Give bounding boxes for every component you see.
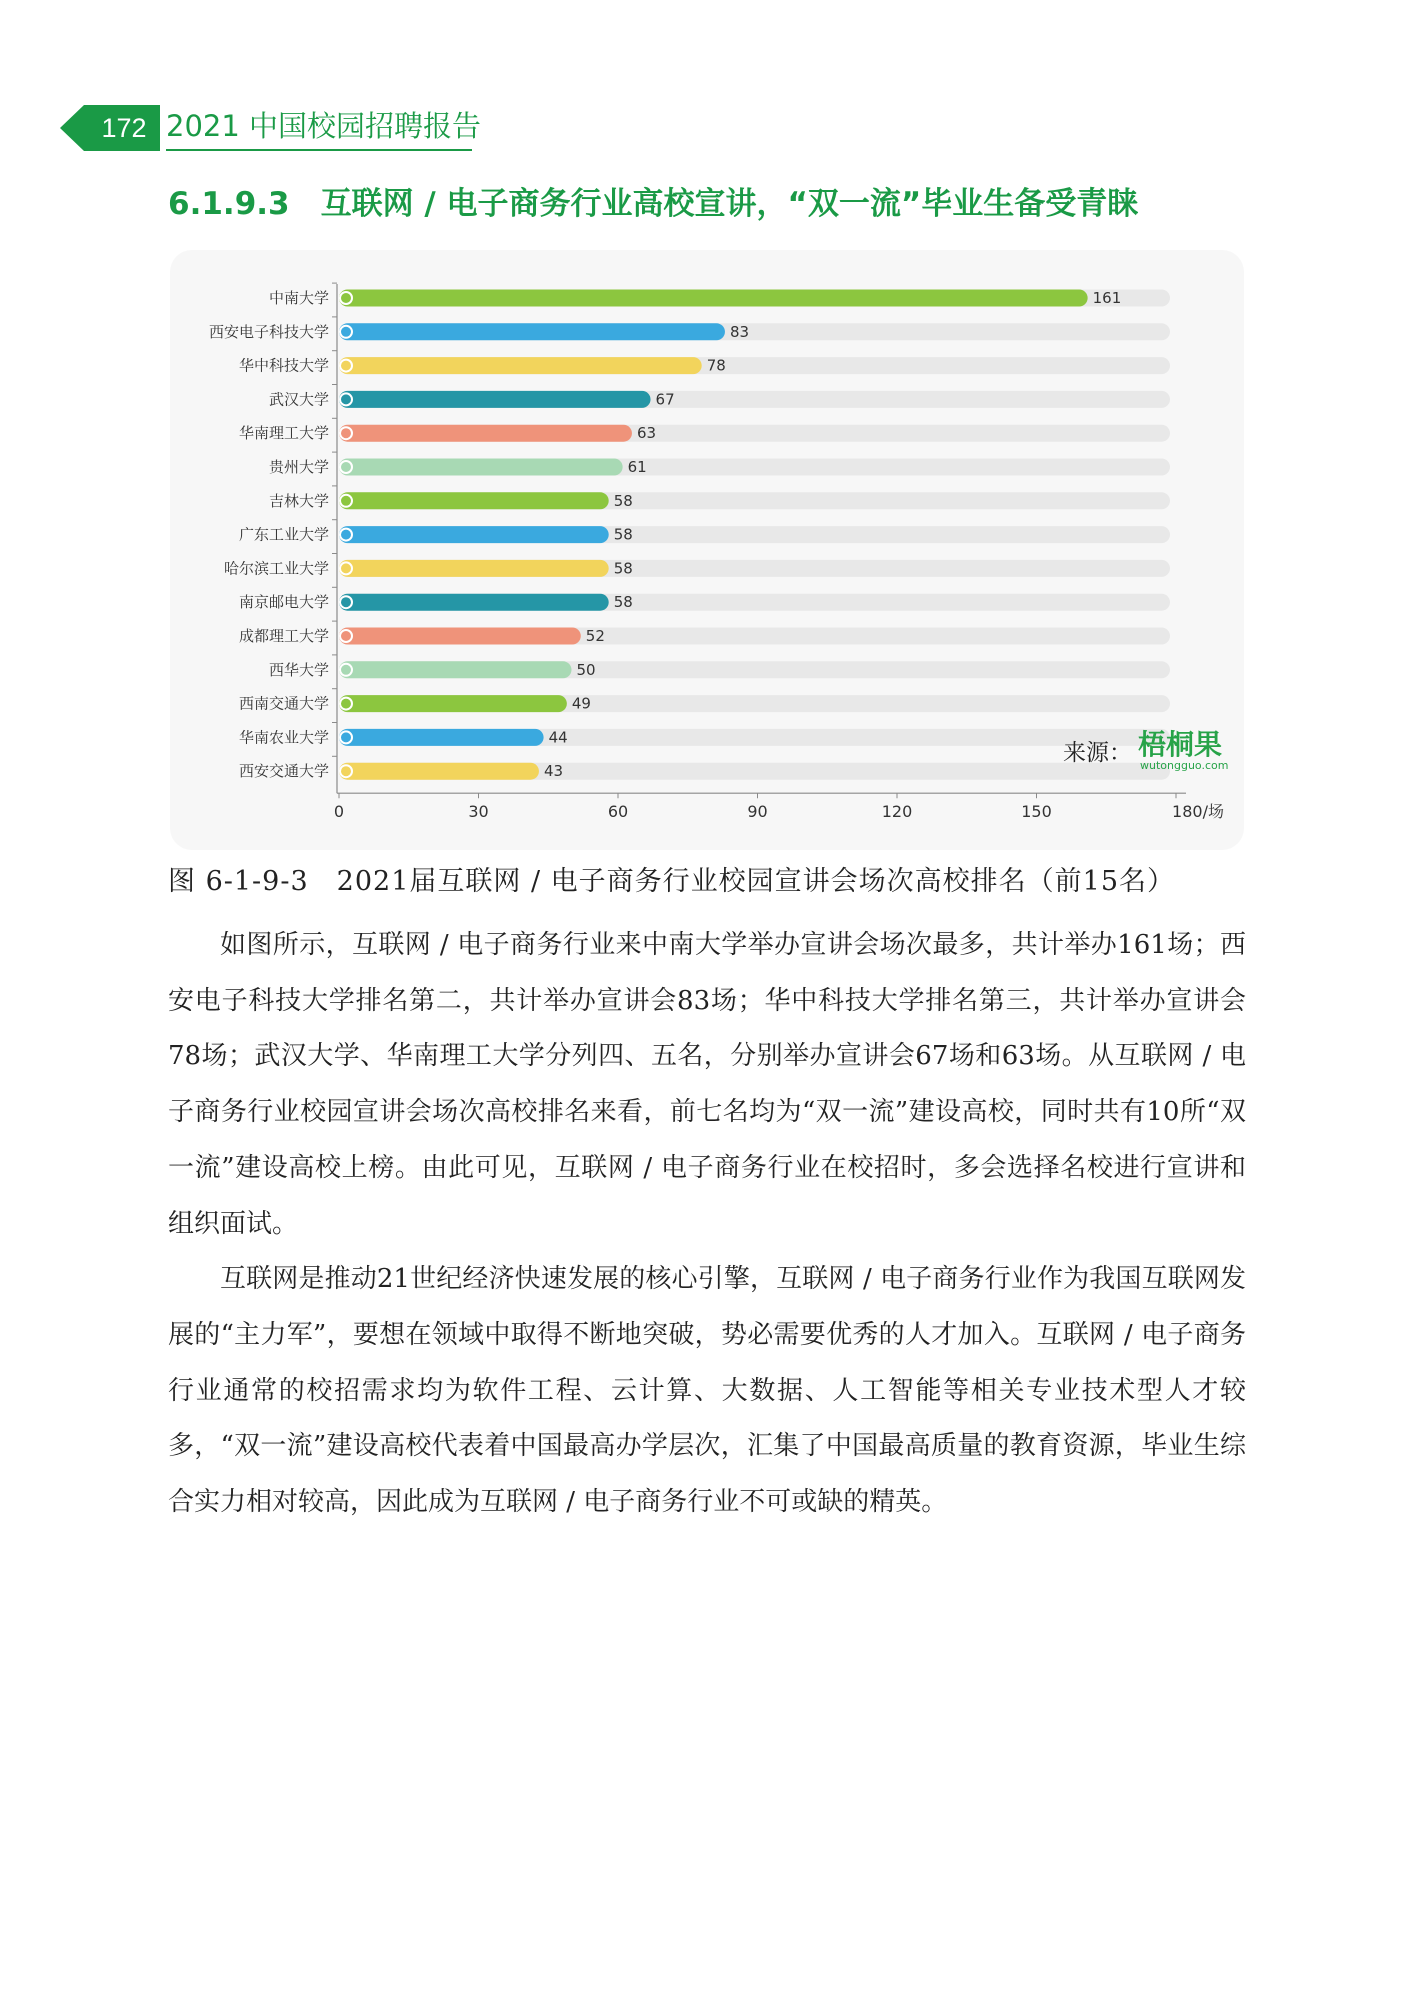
value-label: 58 [613, 491, 633, 510]
value-label: 78 [706, 356, 726, 375]
figure-caption: 图 6-1-9-3 2021届互联网 / 电子商务行业校园宣讲会场次高校排名（前15名） [168, 866, 1175, 897]
x-tick-label: 180/场 [1172, 802, 1224, 822]
x-tick-label: 60 [607, 802, 629, 822]
value-label: 61 [627, 458, 647, 476]
value-label: 44 [548, 728, 568, 747]
category-label: 南京邮电大学 [238, 593, 329, 612]
value-label: 83 [729, 322, 750, 341]
chart-panel [170, 250, 1244, 850]
value-label: 49 [571, 694, 591, 713]
category-label: 西华大学 [268, 660, 329, 679]
x-tick-label: 150 [1021, 802, 1052, 822]
category-label: 西安交通大学 [238, 762, 329, 781]
source-logo [1138, 730, 1228, 772]
category-label: 武汉大学 [268, 390, 329, 409]
header-rule [166, 149, 472, 151]
category-label: 华中科技大学 [238, 356, 329, 375]
paragraph-2: 互联网是推动21世纪经济快速发展的核心引擎，互联网 / 电子商务行业作为我国互联网发展的“主力军”，要想在领域中取得不断地突破，势必需要优秀的人才加入。互联网 / 电子商务行业通常的校招需求均为软件工程、云计算、大数据、人工智能等相关专业技术型人才较多，“双一流”建设高校代表着中国最高办学层次，汇集了中国最高质量的教育资源，毕业生综合实力相对较高，因此成为互联网 / 电子商务行业不可或缺的精英。 [168, 1264, 1246, 1518]
category-label: 华南农业大学 [238, 728, 329, 747]
category-label: 广东工业大学 [238, 525, 329, 544]
value-label: 52 [585, 627, 605, 645]
page-number: 172 [101, 113, 147, 143]
value-label: 67 [655, 390, 675, 409]
x-tick-label: 30 [468, 802, 489, 822]
paragraph-1: 如图所示，互联网 / 电子商务行业来中南大学举办宣讲会场次最多，共计举办161场；西安电子科技大学排名第二，共计举办宣讲会83场；华中科技大学排名第三，共计举办宣讲会78场；武汉大学、华南理工大学分列四、五名，分别举办宣讲会67场和63场。从互联网 / 电子商务行业校园宣讲会场次高校排名来看，前七名均为“双一流”建设高校，同时共有10所“双一流”建设高校上榜。由此可见，互联网 / 电子商务行业在校招时，多会选择名校进行宣讲和组织面试。 [168, 930, 1246, 1239]
bar [339, 560, 609, 577]
bar [339, 695, 567, 712]
category-label: 西南交通大学 [238, 694, 329, 713]
report-title: 2021 中国校园招聘报告 [166, 109, 482, 143]
bar [339, 459, 623, 476]
bar [339, 763, 539, 780]
category-label: 哈尔滨工业大学 [223, 559, 329, 578]
source-logo-url: wutongguo.com [1140, 759, 1229, 772]
value-label: 161 [1092, 289, 1122, 307]
category-label: 贵州大学 [268, 458, 329, 476]
x-tick-label: 90 [747, 802, 768, 822]
value-label: 43 [543, 762, 564, 781]
bar [339, 357, 702, 374]
source-logo-text: 梧桐果 [1138, 728, 1223, 761]
source-label: 来源： [1063, 740, 1132, 766]
bar [339, 729, 544, 746]
bar [339, 492, 609, 509]
category-label: 西安电子科技大学 [208, 322, 329, 341]
value-label: 50 [576, 660, 596, 679]
bar [339, 526, 609, 543]
category-label: 吉林大学 [268, 491, 329, 510]
category-label: 成都理工大学 [238, 627, 329, 645]
value-label: 63 [636, 424, 657, 443]
category-label: 中南大学 [268, 289, 329, 307]
bar [339, 323, 725, 340]
x-tick-label: 0 [333, 802, 345, 822]
bar [339, 425, 632, 442]
value-label: 58 [613, 525, 633, 544]
category-label: 华南理工大学 [238, 424, 329, 443]
bar [339, 628, 581, 645]
value-label: 58 [613, 559, 633, 578]
bar [339, 391, 651, 408]
bar [339, 594, 609, 611]
body-text [168, 918, 1246, 1531]
bar [339, 290, 1088, 307]
value-label: 58 [613, 593, 633, 612]
page-number-tab [60, 105, 160, 151]
section-heading: 6.1.9.3 互联网 / 电子商务行业高校宣讲，“双一流”毕业生备受青睐 [168, 186, 1139, 222]
bar [339, 661, 572, 678]
x-tick-label: 120 [881, 802, 913, 822]
